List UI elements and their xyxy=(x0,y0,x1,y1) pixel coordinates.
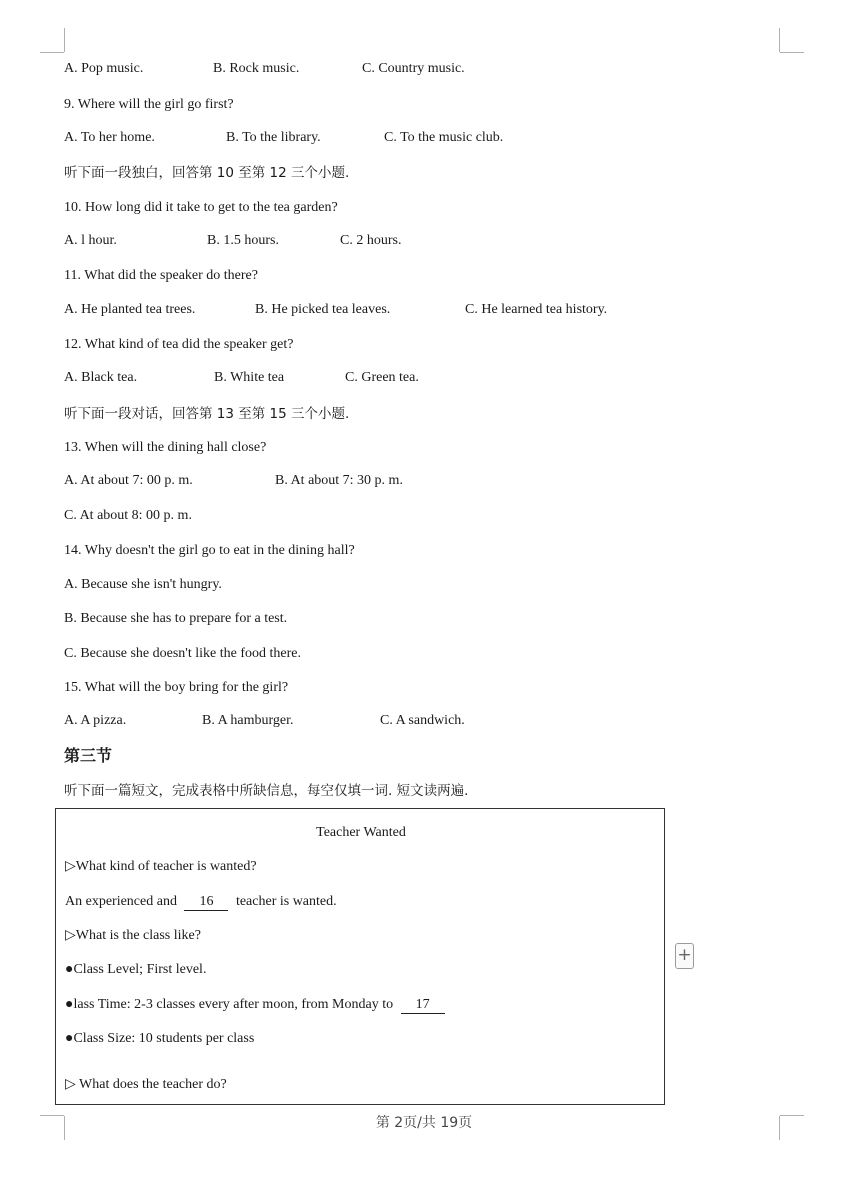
q15-option-c: C. A sandwich. xyxy=(380,713,465,728)
q14-option-a: A. Because she isn't hungry. xyxy=(64,577,222,592)
q8-option-c: C. Country music. xyxy=(362,61,465,76)
q10-option-a: A. l hour. xyxy=(64,233,117,248)
q11-option-c: C. He learned tea history. xyxy=(465,302,608,317)
q11-option-a: A. He planted tea trees. xyxy=(64,302,196,317)
q11-option-b: B. He picked tea leaves. xyxy=(255,302,391,317)
section3-title: 第三节 xyxy=(64,746,113,765)
q9-option-c: C. To the music club. xyxy=(384,130,504,145)
q12-option-a: A. Black tea. xyxy=(64,370,138,385)
section3-instruction: 听下面一篇短文，完成表格中所缺信息，每空仅填一词. 短文读两遍. xyxy=(64,783,469,799)
q14-option-b: B. Because she has to prepare for a test. xyxy=(64,611,288,626)
q15-option-b: B. A hamburger. xyxy=(202,713,294,728)
triangle-bullet-icon: ▷ xyxy=(65,1077,76,1092)
table-title: Teacher Wanted xyxy=(316,825,406,840)
table-q-teacher: What does the teacher do? xyxy=(79,1077,227,1092)
triangle-bullet-icon: ▷ xyxy=(65,928,76,943)
table-class-time-row xyxy=(65,996,445,1014)
table-class-level-row xyxy=(65,961,206,979)
q13-option-c: C. At about 8: 00 p. m. xyxy=(64,508,192,523)
line-16-before: An experienced and xyxy=(65,894,177,909)
dot-bullet-icon: ● xyxy=(65,997,74,1012)
table-class-size-row xyxy=(65,1030,254,1048)
q13-option-b: B. At about 7: 30 p. m. xyxy=(275,473,403,488)
table-q-teacher-row xyxy=(65,1076,227,1094)
q10-question: 10. How long did it take to get to the tea garden? xyxy=(64,200,338,215)
table-q-class: What is the class like? xyxy=(75,928,201,943)
table-class-level: Class Level; First level. xyxy=(73,962,207,977)
q10-option-c: C. 2 hours. xyxy=(340,233,402,248)
crop-mark-tl-v xyxy=(64,28,65,52)
q8-option-a: A. Pop music. xyxy=(64,61,144,76)
add-row-button[interactable]: + xyxy=(675,943,694,969)
blank-17: 17 xyxy=(401,997,445,1014)
table-class-size: Class Size: 10 students per class xyxy=(73,1031,255,1046)
table-class-time: lass Time: 2-3 classes every after moon, from Monday to xyxy=(73,997,394,1012)
dot-bullet-icon: ● xyxy=(65,962,74,977)
crop-mark-tr-h xyxy=(780,52,804,53)
q15-question: 15. What will the boy bring for the girl? xyxy=(64,680,289,695)
crop-mark-tr-v xyxy=(779,28,780,52)
q11-question: 11. What did the speaker do there? xyxy=(64,268,258,283)
triangle-bullet-icon: ▷ xyxy=(65,859,76,874)
q12-option-b: B. White tea xyxy=(214,370,285,385)
q9-option-b: B. To the library. xyxy=(226,130,321,145)
table-line-16 xyxy=(65,893,337,911)
q9-question: 9. Where will the girl go first? xyxy=(64,97,234,112)
q12-question: 12. What kind of tea did the speaker get? xyxy=(64,337,294,352)
page-footer: 第 2页/共 19页 xyxy=(375,1115,473,1131)
blank-16: 16 xyxy=(184,894,228,911)
crop-mark-tl-h xyxy=(40,52,64,53)
table-q-kind-row xyxy=(65,858,257,876)
q12-option-c: C. Green tea. xyxy=(345,370,419,385)
table-q-kind: What kind of teacher is wanted? xyxy=(75,859,257,874)
dot-bullet-icon: ● xyxy=(65,1031,74,1046)
instruction-10-12: 听下面一段独白，回答第 10 至第 12 三个小题. xyxy=(64,165,350,181)
table-q-class-row xyxy=(65,927,201,945)
teacher-wanted-table xyxy=(55,808,665,1105)
instruction-13-15: 听下面一段对话，回答第 13 至第 15 三个小题. xyxy=(64,406,350,422)
q10-option-b: B. 1.5 hours. xyxy=(207,233,279,248)
line-16-after: teacher is wanted. xyxy=(235,894,337,909)
q14-option-c: C. Because she doesn't like the food there. xyxy=(64,646,301,661)
q9-option-a: A. To her home. xyxy=(64,130,155,145)
q13-option-a: A. At about 7: 00 p. m. xyxy=(64,473,193,488)
q8-option-b: B. Rock music. xyxy=(213,61,300,76)
q15-option-a: A. A pizza. xyxy=(64,713,127,728)
q14-question: 14. Why doesn't the girl go to eat in the dining hall? xyxy=(64,543,355,558)
q13-question: 13. When will the dining hall close? xyxy=(64,440,267,455)
